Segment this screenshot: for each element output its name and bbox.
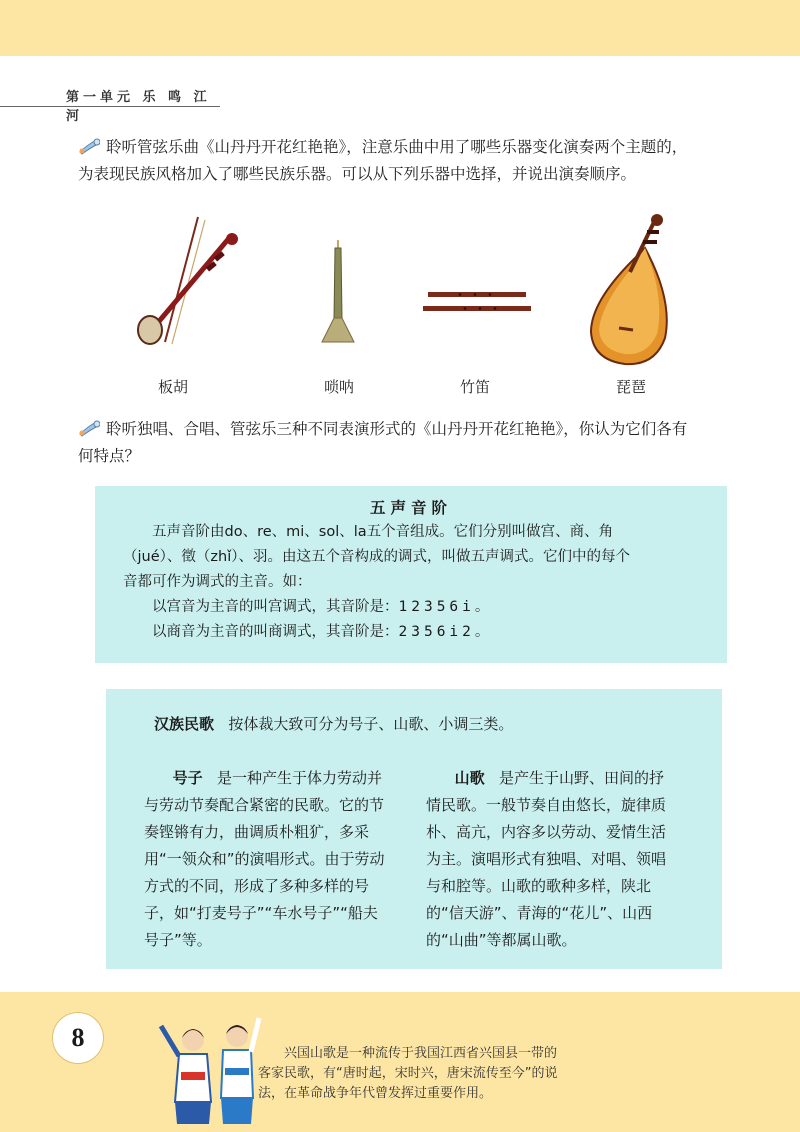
shange-paragraph (426, 765, 671, 954)
shang-mode-scale: 2356i2 (398, 624, 475, 640)
instrument-label-banhu: 板胡 (157, 378, 188, 396)
folk-song-box (106, 689, 722, 969)
listening-task-1 (78, 134, 748, 188)
gong-mode-scale: 12356i (398, 599, 475, 615)
page-number: 8 (52, 1012, 104, 1064)
note-line1: 兴国山歌是一种流传于我国江西省兴国县一带的 (284, 1046, 558, 1061)
instrument-label-pipa: 琵琶 (615, 378, 646, 396)
listening-task-2 (78, 416, 748, 470)
task1-line2: 为表现民族风格加入了哪些民族乐器。可以从下列乐器中选择，并说出演奏顺序。 (78, 165, 637, 183)
unit-header (0, 86, 220, 124)
gong-mode-text: 以宫音为主音的叫宫调式，其音阶是： (152, 599, 399, 615)
pentatonic-line3: 音都可作为调式的主音。如： (123, 574, 312, 590)
folk-intro-text: 按体裁大致可分为号子、山歌、小调三类。 (228, 715, 514, 733)
singers-illustration (155, 1012, 265, 1130)
pipa-image (585, 210, 680, 370)
shang-mode-end: 。 (474, 624, 490, 640)
haozi-paragraph (144, 765, 389, 954)
folk-intro (154, 713, 513, 734)
horn-icon (78, 136, 100, 156)
pentatonic-scale-box (95, 486, 727, 663)
task1-line1: 聆听管弦乐曲《山丹丹开花红艳艳》，注意乐曲中用了哪些乐器变化演奏两个主题的， (106, 138, 688, 156)
haozi-term: 号子 (172, 769, 203, 787)
dizi-image (420, 288, 535, 318)
shange-term: 山歌 (454, 769, 485, 787)
xingguo-folk-note (258, 1044, 638, 1104)
haozi-text: 是一种产生于体力劳动并与劳动节奏配合紧密的民歌。它的节奏铿锵有力，曲调质朴粗犷，多采用“一领众和”的演唱形式。由于劳动方式的不同，形成了多种多样的号子，如“打麦号子”“车水号子”“船夫号子”等。 (144, 769, 385, 949)
shange-text: 是产生于山野、田间的抒情民歌。一般节奏自由悠长，旋律质朴、高亢，内容多以劳动、爱情生活为主。演唱形式有独唱、对唱、领唱与和腔等。山歌的歌种多样，陕北的“信天游”、青海的“花儿”、山西的“山曲”等都属山歌。 (426, 769, 667, 949)
instrument-label-dizi: 竹笛 (459, 378, 490, 396)
pentatonic-line1: 五声音阶由do、re、mi、sol、la五个音组成。它们分别叫做宫、商、角 (152, 524, 614, 540)
pentatonic-title: 五声音阶 (369, 499, 452, 517)
note-line2: 客家民歌，有“唐时起，宋时兴，唐宋流传至今”的说 (258, 1066, 558, 1081)
task2-line2: 何特点？ (78, 447, 141, 465)
pentatonic-line2: （jué）、徵（zhǐ）、羽。由这五个音构成的调式，叫做五声调式。它们中的每个 (123, 549, 630, 565)
folk-intro-term: 汉族民歌 (154, 715, 215, 733)
unit-title: 第一单元 乐 鸣 江 河 (66, 90, 211, 124)
instrument-label-suona: 唢呐 (323, 378, 354, 396)
suona-image (318, 238, 358, 348)
gong-mode-end: 。 (474, 599, 490, 615)
shang-mode-line (123, 620, 713, 645)
shang-mode-text: 以商音为主音的叫商调式，其音阶是： (152, 624, 399, 640)
horn-icon (78, 418, 100, 438)
header-rule (0, 106, 220, 107)
task2-line1: 聆听独唱、合唱、管弦乐三种不同表演形式的《山丹丹开花红艳艳》，你认为它们各有 (106, 420, 688, 438)
banhu-image (120, 212, 250, 362)
gong-mode-line (123, 595, 713, 620)
top-color-band (0, 0, 800, 56)
note-line3: 法，在革命战争年代曾发挥过重要作用。 (258, 1086, 493, 1101)
